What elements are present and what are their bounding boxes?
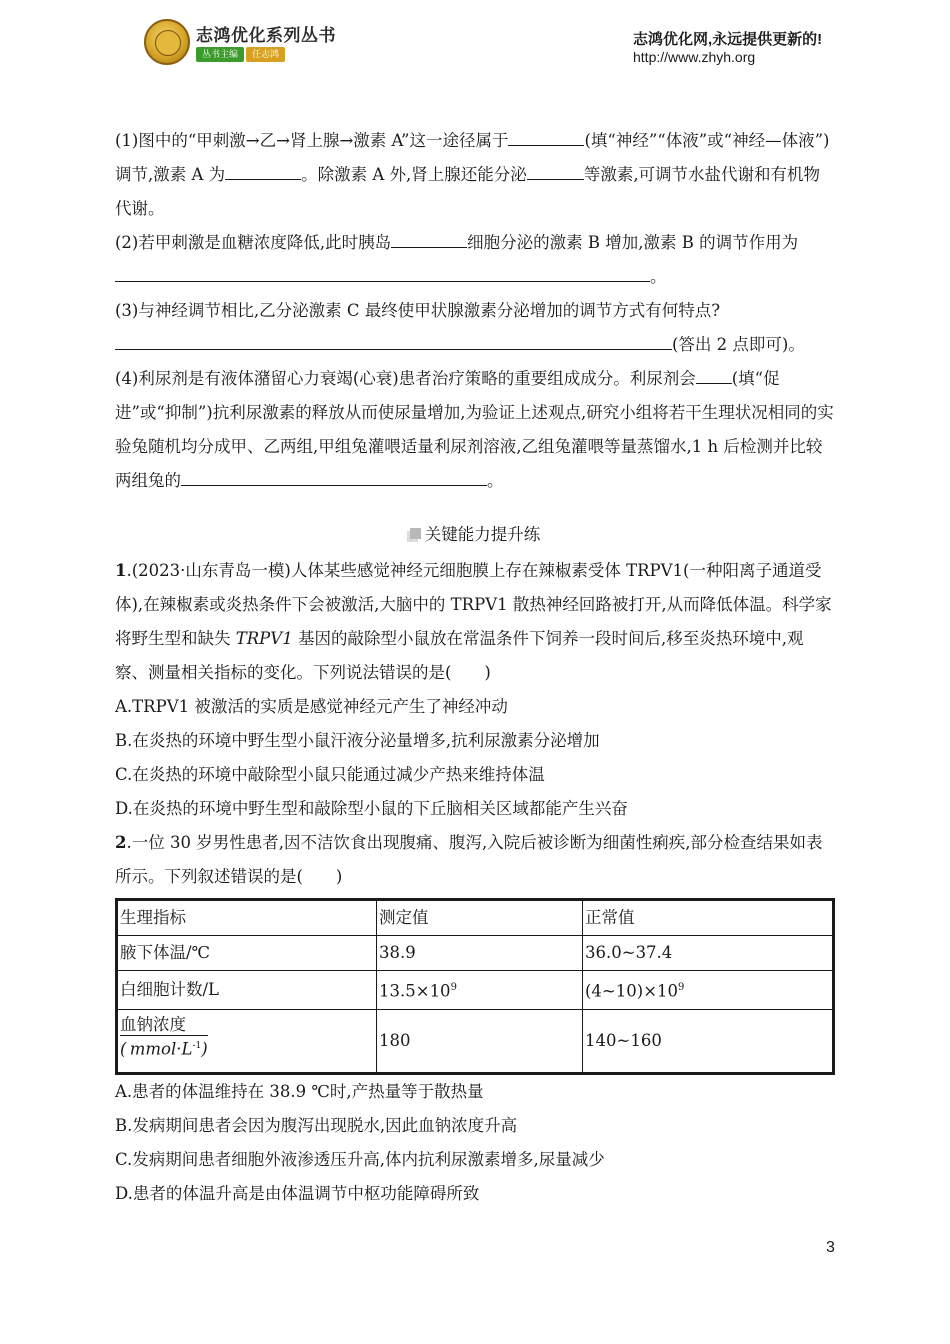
section-title-text: 关键能力提升练 [424, 526, 541, 544]
question-2-option-c: C.发病期间患者细胞外液渗透压升高,体内抗利尿激素增多,尿量减少 [115, 1149, 605, 1169]
table-row [117, 936, 834, 971]
question-1-option-a: A.TRPV1 被激活的实质是感觉神经元产生了神经冲动 [115, 697, 508, 716]
cell-value: (4~10)×10 [585, 981, 679, 1001]
page-content [115, 124, 835, 1211]
page-number: 3 [826, 1239, 835, 1256]
text: 。 [650, 267, 667, 286]
page-header [0, 0, 950, 80]
table-header-cell: 正常值 [583, 900, 834, 936]
header-slogan: 志鸿优化网,永远提供更新的! [633, 31, 823, 48]
unit-text: mmol·L [129, 1039, 193, 1059]
answer-blank [225, 162, 301, 180]
table-header-cell: 生理指标 [117, 900, 377, 936]
question-2-stem [115, 826, 835, 894]
question-1-option-d: D.在炎热的环境中野生型和敲除型小鼠的下丘脑相关区域都能产生兴奋 [115, 799, 628, 818]
answer-blank [391, 230, 467, 248]
table-cell: 白细胞计数/L [117, 971, 377, 1010]
question-part-4 [115, 362, 835, 498]
text: 。除激素 A 外,肾上腺还能分泌 [301, 165, 527, 184]
question-part-2 [115, 226, 835, 294]
answer-blank [115, 332, 672, 350]
series-logo-seal [144, 19, 190, 65]
question-part-1 [115, 124, 835, 226]
table-cell: 180 [377, 1009, 583, 1073]
results-table [115, 898, 835, 1075]
question-1-stem [115, 554, 835, 690]
text: (填“神经”“体液”或“神经—体液”)调节,激素 A 为 [115, 131, 830, 184]
text: (答出 2 点即可)。 [672, 335, 805, 354]
answer-blank [527, 162, 584, 180]
table-header-cell: 测定值 [377, 900, 583, 936]
brand-title: 志鸿优化系列丛书 [196, 26, 336, 45]
results-table-wrap [115, 898, 835, 1075]
answer-blank [115, 264, 650, 282]
cell-value: 13.5×10 [379, 981, 451, 1001]
table-cell [583, 971, 834, 1010]
cell-exponent: 9 [678, 982, 685, 993]
section-title [115, 518, 835, 552]
gene-name: TRPV1 [235, 629, 293, 648]
question-1-option-b: B.在炎热的环境中野生型小鼠汗液分泌量增多,抗利尿激素分泌增加 [115, 731, 600, 750]
table-cell: 38.9 [377, 936, 583, 971]
table-header-row [117, 900, 834, 936]
cell-label: 血钠浓度 [120, 1015, 208, 1036]
text: (2)若甲刺激是血糖浓度降低,此时胰岛 [115, 233, 392, 252]
table-row [117, 971, 834, 1010]
text: 基因的敲除型小鼠放在常温条件下饲养一段时间后,移至炎热环境中,观察、测量相关指标的变化。下列说法错误的是( ) [115, 629, 804, 682]
answer-blank [508, 128, 584, 146]
answer-blank [696, 366, 732, 384]
table-cell [117, 1009, 377, 1073]
text: (4)利尿剂是有液体潴留心力衰竭(心衰)患者治疗策略的重要组成成分。利尿剂会 [115, 369, 696, 388]
unit-exponent: -1 [192, 1040, 202, 1051]
text: (填“促进”或“抑制”)抗利尿激素的释放从而使尿量增加,为验证上述观点,研究小组将若干生理状况相同的实验兔随机均分成甲、乙两组,甲组兔灌喂适量利尿剂溶液,乙组兔灌喂等量蒸馏水,1 h 后检测并比较两组兔的 [115, 369, 834, 490]
text: .(2023·山东青岛一模)人体某些感觉神经元细胞膜上存在辣椒素受体 TRPV1(一种阳离子通道受体),在辣椒素或炎热条件下会被激活,大脑中的 TRPV1 散热神经回路被打开,从而降低体温。科学家将野生型和缺失 [115, 561, 832, 648]
question-1-option-c: C.在炎热的环境中敲除型小鼠只能通过减少产热来维持体温 [115, 765, 545, 784]
text: 。 [487, 471, 504, 490]
question-part-3 [115, 294, 835, 362]
answer-blank [181, 468, 487, 486]
question-2-option-a: A.患者的体温维持在 38.9 ℃时,产热量等于散热量 [115, 1081, 484, 1101]
section-marker-icon [410, 528, 421, 539]
table-row [117, 1009, 834, 1073]
text: (3)与神经调节相比,乙分泌激素 C 最终使甲状腺激素分泌增加的调节方式有何特点? [115, 301, 721, 320]
question-number: 2 [115, 833, 127, 852]
sodium-unit-label [120, 1015, 208, 1060]
cell-exponent: 9 [450, 982, 457, 993]
header-url: http://www.zhyh.org [633, 49, 756, 65]
text: 细胞分泌的激素 B 增加,激素 B 的调节作用为 [467, 233, 799, 252]
table-cell [377, 971, 583, 1010]
text: .一位 30 岁男性患者,因不洁饮食出现腹痛、腹泻,入院后被诊断为细菌性痢疾,部分检查结果如表所示。下列叙述错误的是( ) [115, 833, 823, 886]
text: 等激素,可调节水盐代谢和有机物代谢。 [115, 165, 821, 218]
table-cell: 腋下体温/℃ [117, 936, 377, 971]
question-2-option-d: D.患者的体温升高是由体温调节中枢功能障碍所致 [115, 1183, 480, 1203]
brand-sub-label: 丛书主编 [196, 47, 244, 62]
table-cell: 36.0~37.4 [583, 936, 834, 971]
question-number: 1 [115, 561, 127, 580]
text: (1)图中的“甲刺激→乙→肾上腺→激素 A”这一途径属于 [115, 131, 509, 150]
cell-unit: ( $mmol\cdot L^{-1}$) [120, 1039, 208, 1059]
question-2-option-b: B.发病期间患者会因为腹泻出现脱水,因此血钠浓度升高 [115, 1115, 518, 1135]
table-cell: 140~160 [583, 1009, 834, 1073]
brand-sub-editor: 任志鸿 [246, 47, 285, 62]
brand-subtitle [196, 47, 285, 62]
